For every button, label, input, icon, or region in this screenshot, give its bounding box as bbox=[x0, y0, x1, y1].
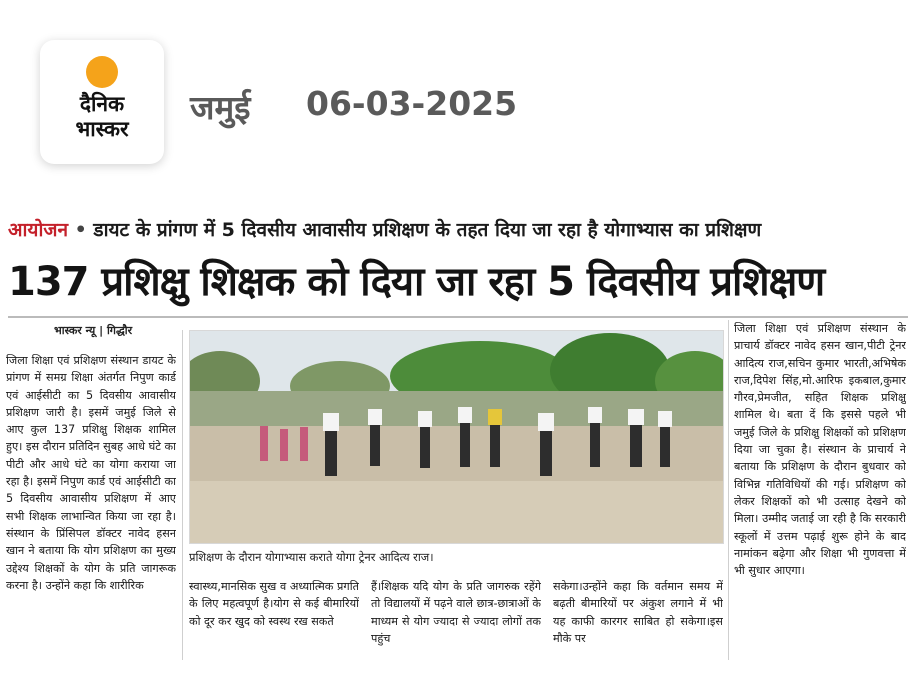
headline-divider bbox=[8, 316, 908, 318]
article-column-4: सकेगा।उन्होंने कहा कि वर्तमान समय में बढ़ती बीमारियों पर अंकुश लगाने में भी यह काफी कारगर साबित हो सकेगा।इस मौके पर bbox=[553, 580, 723, 645]
article-column-3: हैं।शिक्षक यदि योग के प्रति जागरुक रहेंगे तो विद्यालयों में पढ़ने वाले छात्र-छात्राओं के माध्यम से योग ज्यादा से ज्यादा लोगों तक पहुंच bbox=[371, 580, 541, 645]
byline: भास्कर न्यू | गिद्धौर bbox=[54, 324, 133, 337]
kicker-bullet: • bbox=[74, 219, 94, 241]
photo-caption: प्रशिक्षण के दौरान योगाभ्यास कराते योगा ट्रेनर आदित्य राज। bbox=[189, 550, 434, 564]
article-column-2: स्वास्थ्य,मानसिक सुख व अध्यात्मिक प्रगति के लिए महत्वपूर्ण है।योग से कई बीमारियों को दूर कर खुद को स्वस्थ रख सकते bbox=[189, 580, 359, 628]
article-photo bbox=[189, 330, 724, 544]
kicker-text: डायट के प्रांगण में 5 दिवसीय आवासीय प्रशिक्षण के तहत दिया जा रहा है योगाभ्यास का प्रशिक्षण bbox=[93, 219, 762, 241]
logo-text-line1: दैनिक bbox=[79, 92, 125, 116]
edition-date: 06-03-2025 bbox=[306, 84, 518, 123]
article-column-5: जिला शिक्षा एवं प्रशिक्षण संस्थान के प्राचार्य डॉक्टर नावेद हसन खान,पीटी ट्रेनर आदित्य राज,सचिन कुमार भारती,अभिषेक राज,दिपेश सिंह,मो.आरिफ इकबाल,कुमार गौरव,प्रेमजीत, सहित शिक्षक प्रशिक्षु शामिल थे। बता दें कि इससे पहले भी जमुई जिले के प्रशिक्षु शिक्षकों को प्रशिक्षण दिया जा चुका है। संस्थान के प्राचार्य ने बताया कि प्रशिक्षण के दौरान बुधवार को विभिन्न गतिविधियों की गई। प्रशिक्षण को लेकर शिक्षकों को भी उत्साह देखने को मिला। उम्मीद जताई जा रही है कि सरकारी स्कूलों में उत्तम पढ़ाई शुरू होने के बाद नामांकन बढ़ेगा और शिक्षा भी गुणवत्ता में भी सुधार आएगा। bbox=[734, 322, 906, 578]
edition-city: जमुई bbox=[190, 88, 251, 127]
article-headline: 137 प्रशिक्षु शिक्षक को दिया जा रहा 5 दिवसीय प्रशिक्षण bbox=[8, 259, 825, 305]
article-kicker bbox=[8, 217, 908, 243]
kicker-tag: आयोजन bbox=[8, 219, 69, 241]
article-column-1: जिला शिक्षा एवं प्रशिक्षण संस्थान डायट के प्रांगण में समग्र शिक्षा अंतर्गत निपुण कार्ड एवं आईसीटी का 5 दिवसीय आवासीय प्रशिक्षण जारी है। इसमें जमुई जिले से आए कुल 137 प्रशिक्षु शिक्षक शामिल हुए। इस दौरान प्रतिदिन सुबह आधे घंटे का पीटी और आधे घंटे का योगा कराया जा रहा है। इसमें निपुण कार्ड एवं आईसीटी का 5 दिवसीय आवासीय प्रशिक्षण में आए सभी शिक्षक लाभान्वित किया जा रहा है। संस्थान के प्रिंसिपल डॉक्टर नावेद हसन खान ने बताया कि योग प्रशिक्षण का मुख्य उद्देश्य शिक्षकों के योग के प्रति जागरूक करना है। उन्होंने कहा कि शारीरिक bbox=[6, 354, 176, 592]
logo-text-line2: भास्कर bbox=[75, 117, 129, 141]
dainik-bhaskar-logo bbox=[40, 40, 164, 164]
column-rule bbox=[182, 330, 183, 660]
column-rule bbox=[728, 320, 729, 660]
sun-icon bbox=[86, 56, 118, 88]
